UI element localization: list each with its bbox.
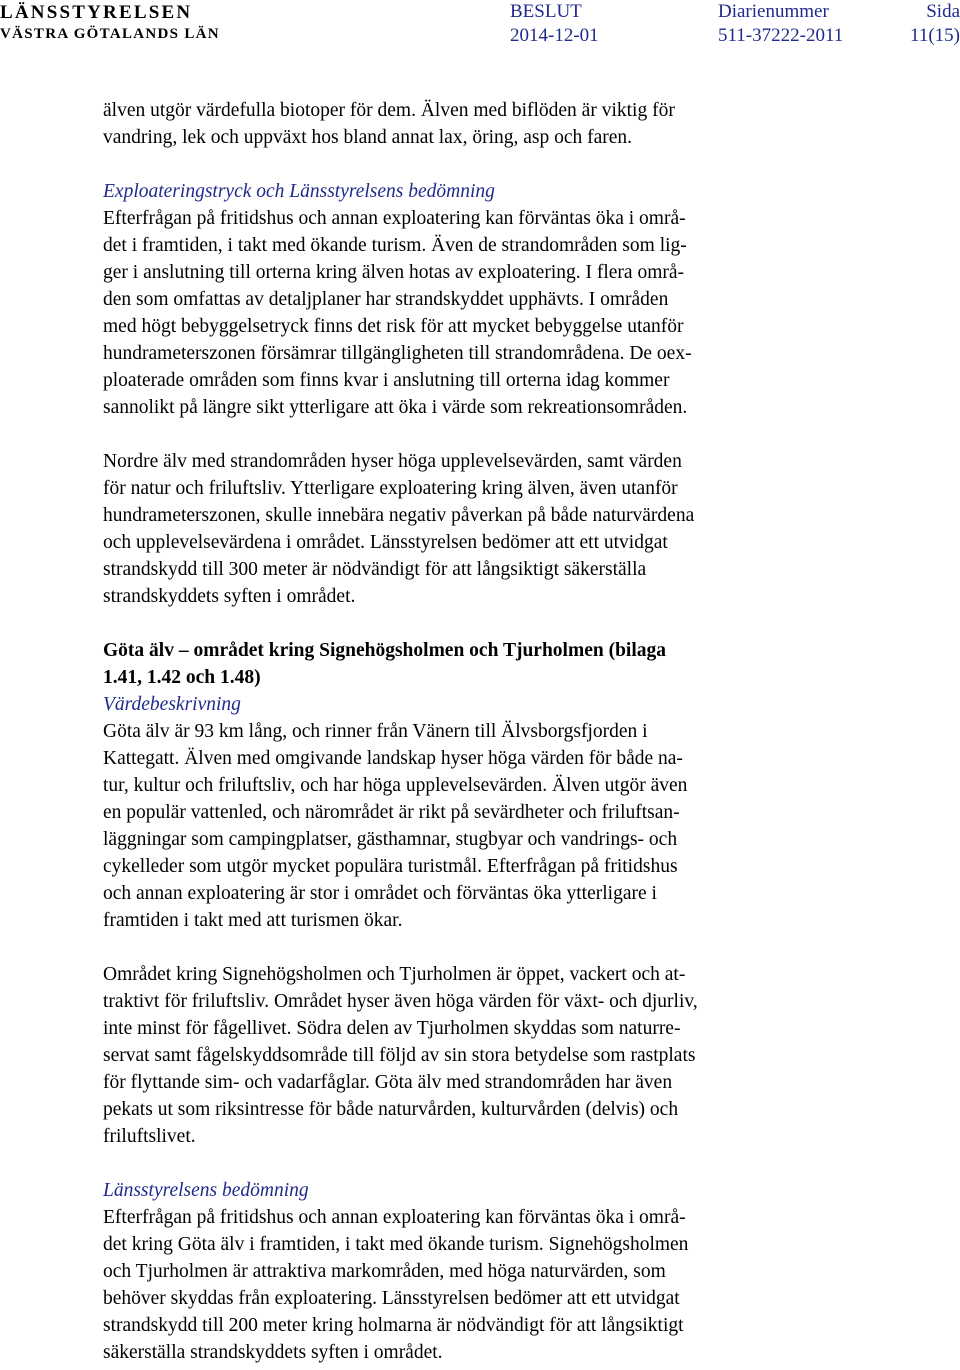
heading-gota-alv-area — [103, 637, 823, 691]
text-line: vandring, lek och uppväxt hos bland annat lax, öring, asp och faren. — [103, 127, 633, 148]
text-line: ger i anslutning till orterna kring älven hotas av exploatering. I flera områ- — [103, 262, 685, 283]
text-line: cykelleder som utgör mycket populära turistmål. Efterfrågan på fritidshus — [103, 856, 678, 877]
paragraph-biotopes — [103, 97, 823, 151]
text-line: för natur och friluftsliv. Ytterligare exploatering kring älven, även utanför — [103, 478, 678, 499]
text-line: den som omfattas av detaljplaner har strandskyddet upphävts. I områden — [103, 289, 669, 310]
text-line: det kring Göta älv i framtiden, i takt med ökande turism. Signehögsholmen — [103, 1234, 689, 1255]
text-line: traktivt för friluftsliv. Området hyser även höga värden för växt- och djurliv, — [103, 991, 698, 1012]
text-line: inte minst för fågellivet. Södra delen av Tjurholmen skyddas som naturre- — [103, 1018, 681, 1039]
text-line: en populär vattenled, och närområdet är rikt på sevärdheter och friluftsan- — [103, 802, 680, 823]
heading-exploitation-pressure: Exploateringstryck och Länsstyrelsens bedömning — [103, 181, 495, 202]
text-line: Efterfrågan på fritidshus och annan exploatering kan förväntas öka i områ- — [103, 1207, 686, 1228]
header-page-block — [910, 0, 960, 48]
text-line: Nordre älv med strandområden hyser höga upplevelsevärden, samt värden — [103, 451, 682, 472]
text-line: och upplevelsevärdena i området. Länsstyrelsen bedömer att ett utvidgat — [103, 532, 668, 553]
text-line: friluftslivet. — [103, 1126, 196, 1147]
text-line: pekats ut som riksintresse för både naturvården, kulturvården (delvis) och — [103, 1099, 679, 1120]
diary-label: Diarienummer — [718, 1, 829, 22]
header-decision-block — [510, 0, 599, 48]
text-line: strandskydd till 200 meter kring holmarna är nödvändigt för att långsiktigt — [103, 1315, 684, 1336]
logo-org-name: LÄNSSTYRELSEN — [0, 2, 193, 23]
text-line: läggningar som campingplatser, gästhamnar, stugbyar och vandrings- och — [103, 829, 678, 850]
text-line: Området kring Signehögsholmen och Tjurholmen är öppet, vackert och at- — [103, 964, 686, 985]
text-line: Efterfrågan på fritidshus och annan exploatering kan förväntas öka i områ- — [103, 208, 686, 229]
document-body — [103, 97, 823, 1366]
page-number: 11(15) — [910, 25, 960, 46]
text-line: servat samt fågelskyddsområde till följd av sin stora betydelse som rastplats — [103, 1045, 696, 1066]
paragraph-gota-alv — [103, 718, 823, 934]
text-line: med högt bebyggelsetryck finns det risk för att mycket bebyggelse utanför — [103, 316, 684, 337]
heading-county-assessment: Länsstyrelsens bedömning — [103, 1180, 309, 1201]
authority-logo — [0, 2, 230, 44]
text-line: behöver skyddas från exploatering. Länsstyrelsen bedömer att ett utvidgat — [103, 1288, 680, 1309]
heading-line: Göta älv – området kring Signehögsholmen och Tjurholmen (bilaga — [103, 640, 667, 661]
heading-value-description: Värdebeskrivning — [103, 694, 241, 715]
text-line: och Tjurholmen är attraktiva markområden, med höga naturvärden, som — [103, 1261, 666, 1282]
text-line: hundrameterszonen, skulle innebära negativ påverkan på både naturvärdena — [103, 505, 695, 526]
text-line: säkerställa strandskyddets syften i området. — [103, 1342, 443, 1363]
text-line: hundrameterszonen försämrar tillgängligheten till strandområdena. De oex- — [103, 343, 692, 364]
paragraph-signehogsholmen — [103, 961, 823, 1150]
text-line: det i framtiden, i takt med ökande turism. Även de strandområden som lig- — [103, 235, 687, 256]
doc-date: 2014-12-01 — [510, 25, 599, 46]
text-line: strandskyddets syften i området. — [103, 586, 356, 607]
text-line: Göta älv är 93 km lång, och rinner från Vänern till Älvsborgsfjorden i — [103, 721, 648, 742]
text-line: framtiden i takt med att turismen ökar. — [103, 910, 403, 931]
logo-county-name: VÄSTRA GÖTALANDS LÄN — [0, 26, 220, 42]
text-line: sannolikt på längre sikt ytterligare att öka i värde som rekreationsområden. — [103, 397, 688, 418]
text-line: tur, kultur och friluftsliv, och har höga upplevelsevärden. Älven utgör även — [103, 775, 688, 796]
paragraph-exploitation — [103, 205, 823, 421]
paragraph-nordre-alv — [103, 448, 823, 610]
text-line: för flyttande sim- och vadarfåglar. Göta älv med strandområden har även — [103, 1072, 673, 1093]
paragraph-county-assessment — [103, 1204, 823, 1366]
doc-type: BESLUT — [510, 1, 582, 22]
diary-number: 511-37222-2011 — [718, 25, 844, 46]
text-line: älven utgör värdefulla biotoper för dem. Älven med biflöden är viktig för — [103, 100, 675, 121]
document-header — [0, 0, 960, 60]
text-line: strandskydd till 300 meter är nödvändigt för att långsiktigt säkerställa — [103, 559, 647, 580]
text-line: och annan exploatering är stor i området och förväntas öka ytterligare i — [103, 883, 657, 904]
heading-line: 1.41, 1.42 och 1.48) — [103, 667, 261, 688]
header-diary-block — [718, 0, 843, 48]
text-line: ploaterade områden som finns kvar i anslutning till orterna idag kommer — [103, 370, 670, 391]
page-label: Sida — [926, 1, 960, 22]
text-line: Kattegatt. Älven med omgivande landskap hyser höga värden för både na- — [103, 748, 683, 769]
